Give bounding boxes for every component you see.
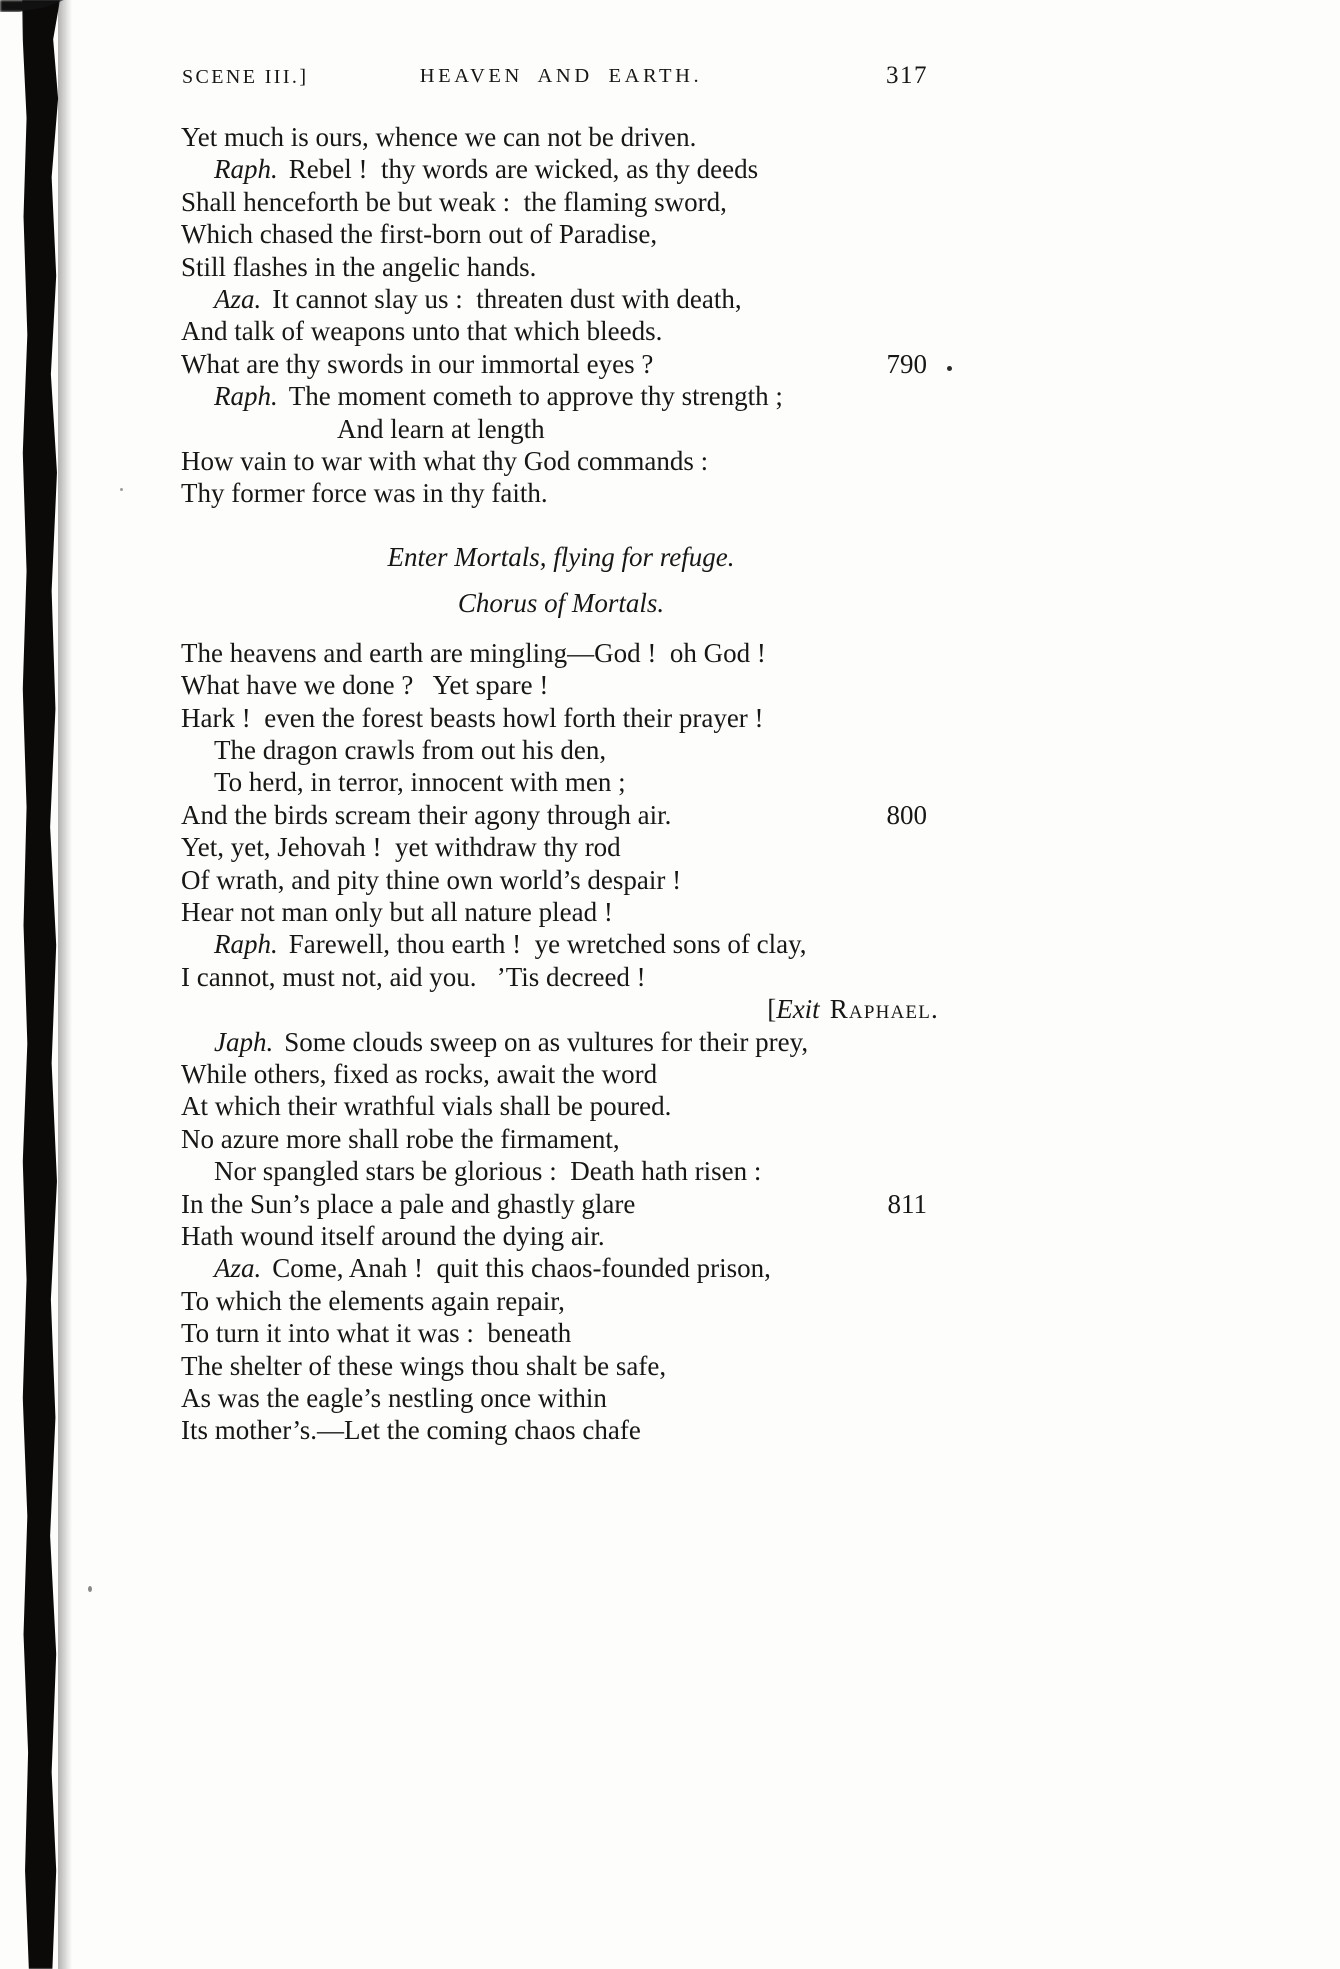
verse-line: Of wrath, and pity thine own world’s despair ! [181, 864, 682, 895]
line-text: Some clouds sweep on as vultures for their prey, [284, 1026, 809, 1057]
verse-line: To which the elements again repair, [181, 1285, 565, 1316]
verse-line [181, 380, 941, 412]
line-text: It cannot slay us : threaten dust with death, [272, 284, 742, 315]
line-text: Come, Anah ! quit this chaos-founded prison, [272, 1253, 771, 1284]
verse-line: Hark ! even the forest beasts howl forth their prayer ! [181, 702, 764, 733]
verse-line: I cannot, must not, aid you. ’Tis decreed ! [181, 961, 646, 992]
verse-line [181, 153, 941, 185]
verse-line [181, 348, 941, 380]
verse-line: What have we done ? Yet spare ! [181, 670, 549, 701]
binding-shadow-fringe [58, 0, 72, 1969]
ink-speck [88, 1586, 92, 1592]
verse-line [181, 1252, 941, 1284]
verse-line: Which chased the first-born out of Paradise, [181, 219, 658, 250]
verse-line: The shelter of these wings thou shalt be safe, [181, 1350, 667, 1381]
verse-line: Yet, yet, Jehovah ! yet withdraw thy rod [181, 832, 621, 863]
line-text: Rebel ! thy words are wicked, as thy deeds [288, 154, 759, 185]
exit-bracket: [ [767, 994, 777, 1025]
speaker-name: Raph. [214, 154, 278, 185]
stage-exit [181, 993, 941, 1025]
verse-line [181, 799, 941, 831]
stage-direction: Chorus of Mortals. [457, 588, 665, 619]
verse-line: To turn it into what it was : beneath [181, 1318, 572, 1349]
ink-speck [947, 366, 952, 371]
verse-line: As was the eagle’s nestling once within [181, 1383, 607, 1414]
verse-line: Shall henceforth be but weak : the flaming sword, [181, 186, 727, 217]
verse-line: And learn at length [337, 413, 545, 444]
verse-line: Nor spangled stars be glorious : Death hath risen : [214, 1156, 762, 1187]
page-number: 317 [886, 62, 928, 89]
verse-line: Still flashes in the angelic hands. [181, 251, 537, 282]
verse-line-number: 811 [887, 1188, 927, 1219]
line-text: The moment cometh to approve thy strength ; [288, 381, 783, 412]
speaker-name: Raph. [214, 381, 278, 412]
verse-line: While others, fixed as rocks, await the word [181, 1058, 658, 1089]
verse-line: Hath wound itself around the dying air. [181, 1221, 605, 1251]
verse-line [181, 928, 941, 960]
verse-line-number: 800 [886, 799, 927, 830]
exit-character-name: Raphael. [829, 994, 939, 1025]
line-text: What are thy swords in our immortal eyes ? [181, 348, 654, 379]
verse-line [181, 1188, 941, 1220]
running-title: HEAVEN AND EARTH. [419, 65, 703, 87]
exit-word: Exit [776, 994, 820, 1025]
ink-speck [120, 488, 123, 491]
running-header [182, 62, 940, 96]
speaker-name: Aza. [214, 284, 262, 315]
verse-line: The dragon crawls from out his den, [214, 734, 607, 765]
speaker-name: Japh. [214, 1026, 274, 1057]
verse-line: The heavens and earth are mingling—God ! oh God ! [181, 637, 766, 668]
verse-line: Thy former force was in thy faith. [181, 478, 548, 509]
stage-direction: Enter Mortals, flying for refuge. [387, 541, 735, 572]
page-body [181, 121, 941, 1447]
verse-line [181, 1026, 941, 1058]
speaker-name: Raph. [214, 929, 278, 960]
verse-line: No azure more shall robe the firmament, [181, 1123, 620, 1154]
verse-line: And talk of weapons unto that which bleeds. [181, 316, 663, 347]
binding-shadow [22, 0, 60, 1969]
verse-line: At which their wrathful vials shall be poured. [181, 1091, 672, 1122]
verse-line: Yet much is ours, whence we can not be driven. [181, 122, 697, 152]
line-text: Farewell, thou earth ! ye wretched sons of clay, [288, 929, 807, 960]
line-text: In the Sun’s place a pale and ghastly glare [181, 1188, 636, 1219]
verse-line [181, 283, 941, 315]
verse-line: Its mother’s.—Let the coming chaos chafe [181, 1415, 641, 1446]
verse-line: How vain to war with what thy God commands : [181, 446, 709, 477]
verse-line: To herd, in terror, innocent with men ; [214, 767, 626, 798]
scene-label: SCENE III.] [182, 66, 309, 88]
verse-line-number: 790 [886, 348, 927, 379]
verse-line: Hear not man only but all nature plead ! [181, 896, 613, 927]
line-text: And the birds scream their agony through air. [181, 799, 672, 830]
speaker-name: Aza. [214, 1253, 262, 1284]
